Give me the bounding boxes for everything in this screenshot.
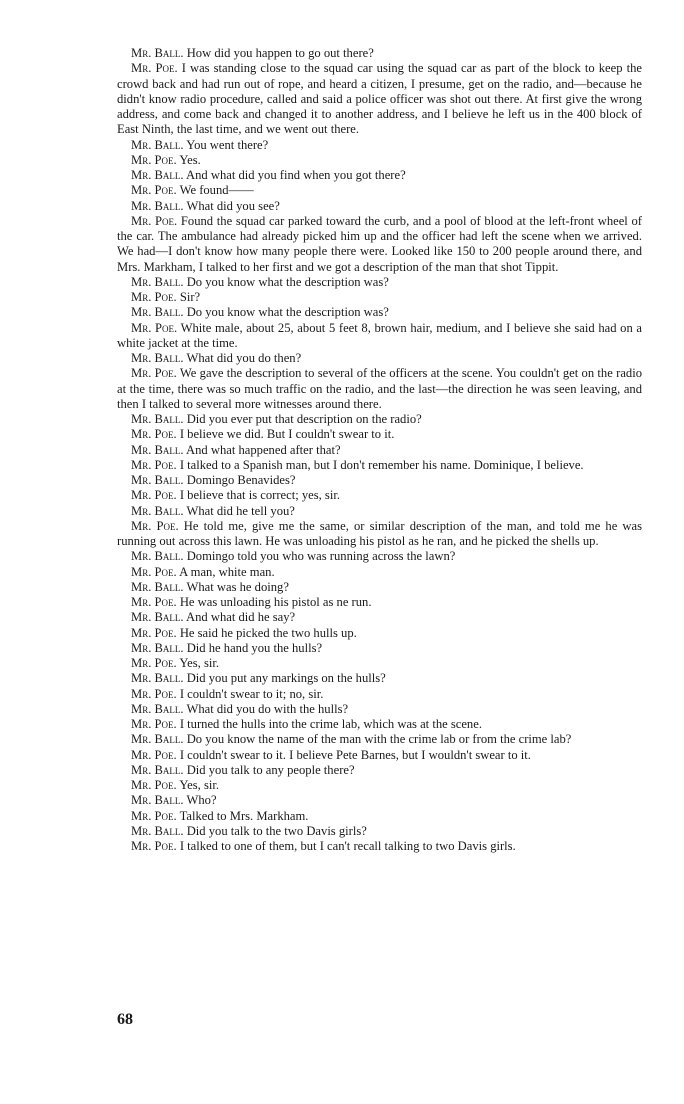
speaker-label: Mr. Poe. bbox=[131, 427, 177, 442]
speaker-label: Mr. Poe. bbox=[131, 564, 177, 579]
utterance-text: I talked to a Spanish man, but I don't remember his name. Dominique, I believe. bbox=[179, 457, 584, 472]
utterance-text: Yes. bbox=[179, 152, 201, 167]
utterance-text: I believe we did. But I couldn't swear to it. bbox=[179, 427, 395, 442]
speaker-label: Mr. Ball. bbox=[131, 274, 184, 289]
utterance-text: Sir? bbox=[179, 290, 201, 304]
transcript-paragraph bbox=[117, 687, 642, 702]
transcript-paragraph bbox=[117, 595, 642, 610]
speaker-label: Mr. Ball. bbox=[131, 198, 184, 213]
utterance-text: And what did he say? bbox=[186, 610, 296, 625]
utterance-text: Yes, sir. bbox=[179, 656, 220, 670]
speaker-label: Mr. Ball. bbox=[131, 503, 184, 518]
utterance-text: I couldn't swear to it; no, sir. bbox=[179, 686, 324, 701]
speaker-label: Mr. Ball. bbox=[131, 473, 184, 487]
speaker-label: Mr. Poe. bbox=[131, 656, 177, 670]
speaker-label: Mr. Poe. bbox=[131, 290, 177, 304]
utterance-text: Domingo Benavides? bbox=[186, 473, 296, 487]
utterance-text: I couldn't swear to it. I believe Pete Barnes, but I wouldn't swear to it. bbox=[179, 747, 531, 762]
speaker-label: Mr. Ball. bbox=[131, 351, 184, 365]
utterance-text: We found—— bbox=[179, 183, 254, 198]
transcript-paragraph bbox=[117, 183, 642, 198]
transcript-paragraph bbox=[117, 641, 642, 656]
utterance-text: How did you happen to go out there? bbox=[186, 46, 374, 60]
speaker-label: Mr. Ball. bbox=[131, 823, 184, 838]
speaker-label: Mr. Poe. bbox=[131, 717, 177, 731]
speaker-label: Mr. Ball. bbox=[131, 610, 184, 625]
utterance-text: Did you ever put that description on the radio? bbox=[186, 412, 422, 426]
transcript-paragraph bbox=[117, 839, 642, 854]
speaker-label: Mr. Ball. bbox=[131, 137, 184, 152]
utterance-text: Who? bbox=[186, 793, 217, 808]
transcript-paragraph bbox=[117, 473, 642, 488]
utterance-text: And what did you find when you got there? bbox=[186, 168, 406, 182]
transcript-paragraph bbox=[117, 46, 642, 61]
speaker-label: Mr. Ball. bbox=[131, 305, 184, 320]
transcript-paragraph bbox=[117, 626, 642, 641]
utterance-text: Do you know the name of the man with the crime lab or from the crime lab? bbox=[186, 732, 572, 747]
transcript-paragraph bbox=[117, 763, 642, 778]
speaker-label: Mr. Poe. bbox=[131, 457, 177, 472]
transcript-paragraph bbox=[117, 61, 642, 137]
utterance-text: He told me, give me the same, or similar description of the man, and told me he was running out across this lawn. He was unloading his pistol as he ran, and he picked the shells up. bbox=[117, 518, 643, 548]
transcript-paragraph bbox=[117, 214, 642, 275]
transcript-paragraph bbox=[117, 351, 642, 366]
transcript-paragraph bbox=[117, 549, 642, 564]
utterance-text: Domingo told you who was running across the lawn? bbox=[186, 549, 456, 564]
transcript-paragraph bbox=[117, 656, 642, 671]
speaker-label: Mr. Ball. bbox=[131, 46, 184, 60]
speaker-label: Mr. Ball. bbox=[131, 701, 184, 716]
transcript-paragraph bbox=[117, 504, 642, 519]
transcript-paragraph bbox=[117, 458, 642, 473]
utterance-text: A man, white man. bbox=[179, 564, 275, 579]
speaker-label: Mr. Poe. bbox=[131, 518, 179, 533]
transcript-paragraph bbox=[117, 488, 642, 503]
speaker-label: Mr. Poe. bbox=[131, 366, 177, 381]
transcript-paragraph bbox=[117, 671, 642, 686]
speaker-label: Mr. Poe. bbox=[131, 488, 177, 503]
utterance-text: I talked to one of them, but I can't recall talking to two Davis girls. bbox=[179, 839, 516, 853]
transcript-paragraph bbox=[117, 793, 642, 808]
utterance-text: Did he hand you the hulls? bbox=[186, 640, 323, 655]
utterance-text: I believe that is correct; yes, sir. bbox=[179, 488, 340, 503]
speaker-label: Mr. Poe. bbox=[131, 213, 178, 228]
speaker-label: Mr. Ball. bbox=[131, 168, 184, 182]
utterance-text: We gave the description to several of the officers at the scene. You couldn't get on the radio at the time, there was so much traffic on the radio, and the last—the direction he was seen leaving, and then I talked to several more witnesses around there. bbox=[117, 366, 642, 411]
transcript-paragraph bbox=[117, 610, 642, 625]
transcript-paragraph bbox=[117, 778, 642, 793]
transcript-body bbox=[117, 46, 642, 854]
speaker-label: Mr. Poe. bbox=[131, 808, 177, 823]
speaker-label: Mr. Ball. bbox=[131, 549, 184, 564]
speaker-label: Mr. Ball. bbox=[131, 671, 184, 686]
speaker-label: Mr. Poe. bbox=[131, 778, 177, 792]
transcript-paragraph bbox=[117, 580, 642, 595]
utterance-text: Did you talk to any people there? bbox=[186, 762, 355, 777]
transcript-paragraph bbox=[117, 153, 642, 168]
page-number: 68 bbox=[117, 1011, 133, 1028]
speaker-label: Mr. Poe. bbox=[131, 152, 177, 167]
transcript-paragraph bbox=[117, 199, 642, 214]
transcript-paragraph bbox=[117, 824, 642, 839]
utterance-text: Did you put any markings on the hulls? bbox=[186, 671, 386, 686]
speaker-label: Mr. Ball. bbox=[131, 762, 184, 777]
transcript-paragraph bbox=[117, 732, 642, 747]
utterance-text: Talked to Mrs. Markham. bbox=[179, 808, 309, 823]
transcript-paragraph bbox=[117, 168, 642, 183]
speaker-label: Mr. Poe. bbox=[131, 839, 177, 853]
transcript-paragraph bbox=[117, 443, 642, 458]
speaker-label: Mr. Poe. bbox=[131, 595, 177, 609]
utterance-text: And what happened after that? bbox=[186, 442, 341, 457]
utterance-text: I turned the hulls into the crime lab, which was at the scene. bbox=[179, 717, 482, 731]
utterance-text: What did you see? bbox=[186, 198, 280, 213]
transcript-paragraph bbox=[117, 412, 642, 427]
utterance-text: I was standing close to the squad car using the squad car as part of the block to keep the crowd back and had run out of rope, and heard a citizen, I presume, get on the radio, and—because he didn't know radio procedure, called and said a police officer was shot out there. At first give the wrong address, and come back and changed it to another address, and I believe he left us in the 400 block of East Ninth, the last time, and we went out there. bbox=[117, 61, 642, 137]
utterance-text: He was unloading his pistol as ne run. bbox=[179, 595, 372, 609]
utterance-text: Found the squad car parked toward the curb, and a pool of blood at the left-front wheel of the car. The ambulance had already picked him up and the officer had left the scene when we arrived. We had—I don't know how many people there were. Looked like 150 to 200 people around there, and Mrs. Markham, I talked to her first and we got a description of the man that shot Tippit. bbox=[117, 213, 642, 274]
utterance-text: He said he picked the two hulls up. bbox=[179, 625, 357, 640]
transcript-paragraph bbox=[117, 748, 642, 763]
transcript-paragraph bbox=[117, 809, 642, 824]
utterance-text: You went there? bbox=[186, 137, 269, 152]
speaker-label: Mr. Poe. bbox=[131, 686, 177, 701]
utterance-text: Yes, sir. bbox=[179, 778, 220, 792]
utterance-text: White male, about 25, about 5 feet 8, brown hair, medium, and I believe she said had on a white jacket at the time. bbox=[117, 320, 643, 350]
speaker-label: Mr. Ball. bbox=[131, 793, 184, 808]
speaker-label: Mr. Ball. bbox=[131, 640, 184, 655]
speaker-label: Mr. Ball. bbox=[131, 732, 184, 747]
speaker-label: Mr. Poe. bbox=[131, 625, 177, 640]
transcript-paragraph bbox=[117, 427, 642, 442]
transcript-paragraph bbox=[117, 290, 642, 305]
speaker-label: Mr. Poe. bbox=[131, 747, 177, 762]
speaker-label: Mr. Ball. bbox=[131, 412, 184, 426]
transcript-paragraph bbox=[117, 321, 642, 352]
utterance-text: Do you know what the description was? bbox=[186, 274, 389, 289]
utterance-text: What was he doing? bbox=[186, 579, 289, 594]
speaker-label: Mr. Poe. bbox=[131, 320, 178, 335]
transcript-paragraph bbox=[117, 275, 642, 290]
transcript-paragraph bbox=[117, 366, 642, 412]
utterance-text: Do you know what the description was? bbox=[186, 305, 389, 320]
speaker-label: Mr. Poe. bbox=[131, 183, 177, 198]
transcript-paragraph bbox=[117, 138, 642, 153]
transcript-paragraph bbox=[117, 519, 642, 550]
speaker-label: Mr. Ball. bbox=[131, 579, 184, 594]
utterance-text: What did he tell you? bbox=[186, 503, 295, 518]
transcript-paragraph bbox=[117, 565, 642, 580]
transcript-paragraph bbox=[117, 305, 642, 320]
speaker-label: Mr. Poe. bbox=[131, 61, 178, 76]
speaker-label: Mr. Ball. bbox=[131, 442, 184, 457]
utterance-text: Did you talk to the two Davis girls? bbox=[186, 823, 367, 838]
utterance-text: What did you do with the hulls? bbox=[186, 701, 349, 716]
transcript-paragraph bbox=[117, 717, 642, 732]
transcript-paragraph bbox=[117, 702, 642, 717]
utterance-text: What did you do then? bbox=[186, 351, 302, 365]
